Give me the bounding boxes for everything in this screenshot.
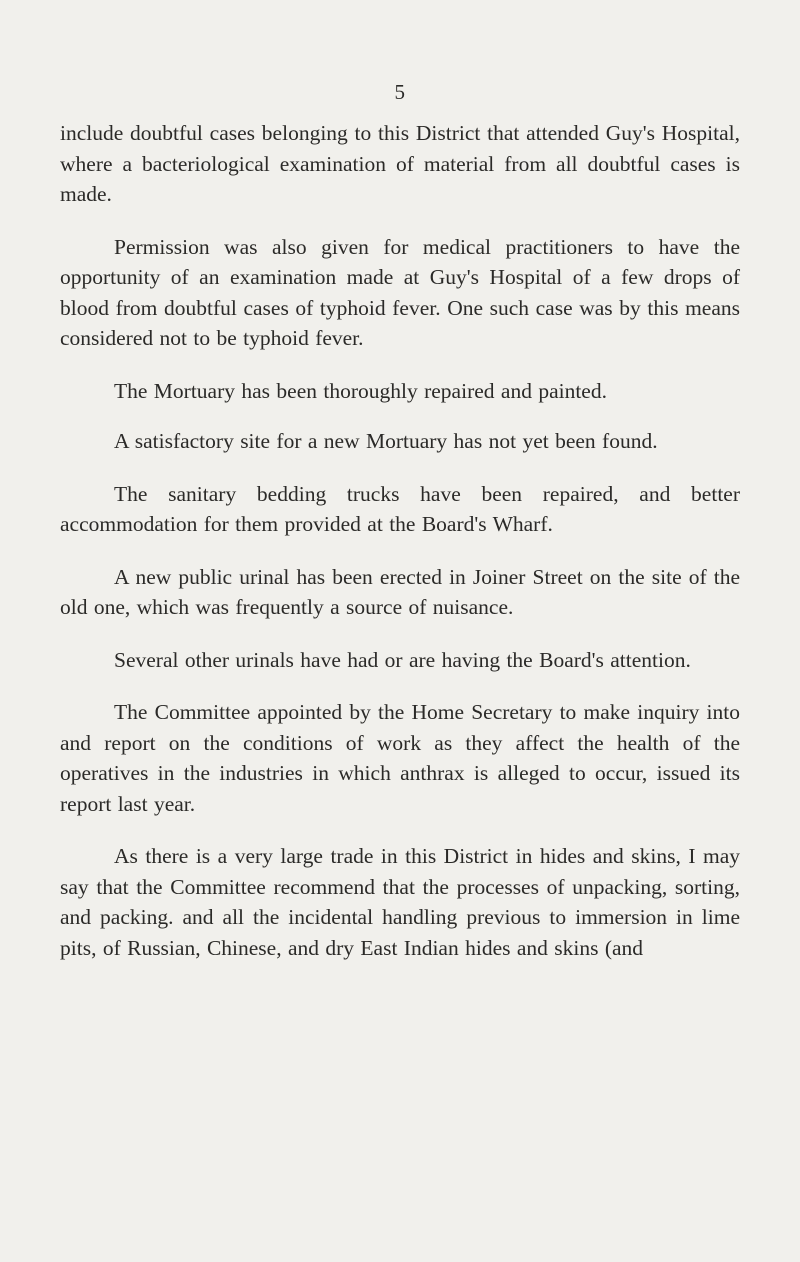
paragraph-public-urinal: A new public urinal has been erected in Joiner Street on the site of the old one, which was frequently a source of nuisance.: [60, 564, 740, 619]
paragraph-continuation: include doubtful cases belonging to this District that attended Guy's Hospital, where a bacteriological examination of material from all doubtful cases is made.: [60, 121, 740, 206]
paragraph-anthrax-committee: The Committee appointed by the Home Secretary to make inquiry into and report on the conditions of work as they affect the health of the operatives in the industries in which anthrax is alleged to occur, issued its report last year.: [60, 700, 740, 816]
body-text: [60, 118, 740, 985]
paragraph-hides-and-skins: As there is a very large trade in this District in hides and skins, I may say that the Committee recommend that the processes of unpacking, sorting, and packing. and all the incidental handling previous to immersion in lime pits, of Russian, Chinese, and dry East Indian hides and skins (and: [60, 844, 740, 960]
paragraph-mortuary-repaired: The Mortuary has been thoroughly repaired and painted.: [114, 378, 607, 403]
paragraph-bedding-trucks: The sanitary bedding trucks have been repaired, and better accommodation for them provided at the Board's Wharf.: [60, 481, 740, 536]
paragraph-other-urinals: Several other urinals have had or are having the Board's attention.: [114, 647, 691, 672]
paragraph-blood-examination: Permission was also given for medical practitioners to have the opportunity of an examination made at Guy's Hospital of a few drops of blood from doubtful cases of typhoid fever. One such case was by this means considered not to be typhoid fever.: [60, 234, 740, 350]
paragraph-mortuary-site: A satisfactory site for a new Mortuary has not yet been found.: [114, 429, 658, 453]
page-number: 5: [394, 80, 406, 104]
